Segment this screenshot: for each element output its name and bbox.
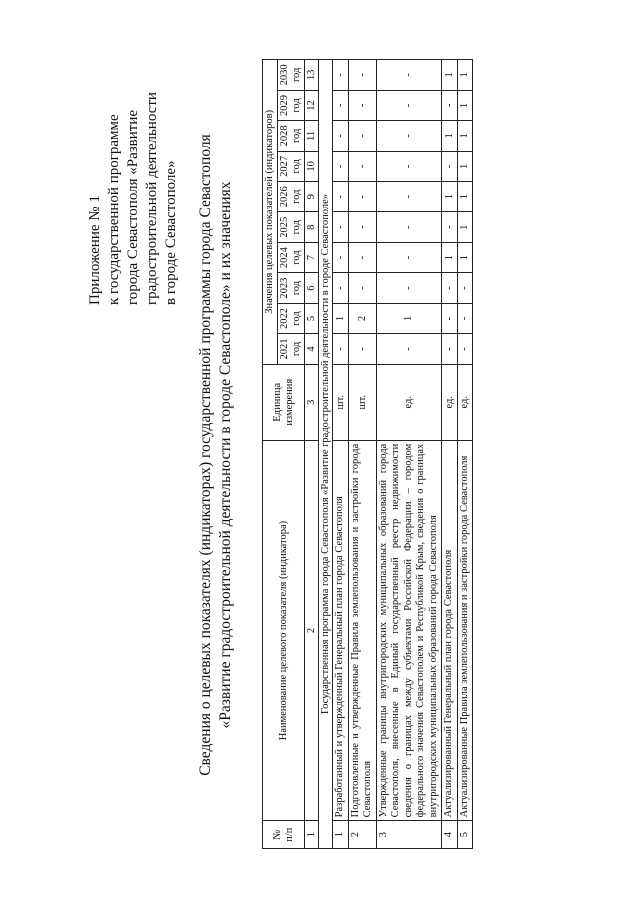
header-year: 2029 год	[278, 90, 305, 120]
section-row	[319, 60, 333, 849]
col-number: 5	[305, 303, 319, 333]
value-cell: -	[442, 334, 458, 364]
table-row	[457, 60, 473, 849]
value-cell: -	[442, 303, 458, 333]
column-numbers-row	[305, 60, 319, 849]
col-number: 8	[305, 212, 319, 242]
value-cell: 1	[457, 90, 473, 120]
appendix-line: в городе Севастополе»	[163, 160, 179, 305]
value-cell: -	[442, 90, 458, 120]
value-cell: -	[376, 242, 442, 272]
title-line-1: Сведения о целевых показателях (индикаторах) государственной программы города Севастополя	[197, 134, 214, 776]
value-cell: 1	[457, 60, 473, 91]
header-year: 2023 год	[278, 273, 305, 303]
value-cell: -	[442, 151, 458, 181]
header-year: 2028 год	[278, 121, 305, 151]
value-cell: 1	[457, 121, 473, 151]
document-title	[196, 115, 236, 795]
header-values-group: Значения целевых показателей (индикаторов)	[263, 60, 278, 365]
value-cell: -	[333, 121, 349, 151]
value-cell: -	[376, 273, 442, 303]
value-cell: 1	[333, 303, 349, 333]
appendix-line: Приложение № 1	[87, 195, 103, 305]
table-row	[348, 60, 376, 849]
value-cell: 1	[442, 182, 458, 212]
header-year: 2025 год	[278, 212, 305, 242]
value-cell: -	[333, 90, 349, 120]
header-unit: Единица измерения	[263, 364, 305, 440]
value-cell: -	[348, 212, 376, 242]
indicator-name: Актуализированные Правила землепользования и застройки города Севастополя	[457, 440, 473, 821]
col-number: 1	[305, 821, 319, 849]
indicator-unit: шт.	[333, 364, 349, 440]
indicator-unit: ед.	[442, 364, 458, 440]
value-cell: -	[457, 303, 473, 333]
col-number: 10	[305, 151, 319, 181]
value-cell: 1	[376, 303, 442, 333]
table-row	[376, 60, 442, 849]
value-cell: -	[457, 334, 473, 364]
value-cell: -	[348, 273, 376, 303]
appendix-line: города Севастополя «Развитие	[125, 109, 141, 305]
row-number: 2	[348, 821, 376, 849]
appendix-note	[86, 45, 181, 305]
indicator-unit: ед.	[457, 364, 473, 440]
appendix-line: градостроительной деятельности	[144, 92, 160, 305]
value-cell: -	[376, 60, 442, 91]
col-number: 9	[305, 182, 319, 212]
value-cell: -	[348, 242, 376, 272]
value-cell: -	[348, 121, 376, 151]
value-cell: -	[442, 212, 458, 242]
indicator-unit: ед.	[376, 364, 442, 440]
value-cell: -	[333, 334, 349, 364]
value-cell: -	[333, 273, 349, 303]
row-number: 3	[376, 821, 442, 849]
value-cell: -	[348, 60, 376, 91]
value-cell: -	[376, 90, 442, 120]
value-cell: -	[376, 212, 442, 242]
indicators-table	[262, 59, 473, 849]
col-number: 6	[305, 273, 319, 303]
value-cell: 1	[442, 121, 458, 151]
value-cell: -	[376, 334, 442, 364]
value-cell: -	[457, 273, 473, 303]
col-number: 12	[305, 90, 319, 120]
col-number: 7	[305, 242, 319, 272]
header-num: № п/п	[263, 821, 305, 849]
value-cell: 1	[457, 182, 473, 212]
value-cell: -	[442, 273, 458, 303]
value-cell: 1	[442, 60, 458, 91]
row-number: 1	[333, 821, 349, 849]
value-cell: -	[333, 242, 349, 272]
header-year: 2026 год	[278, 182, 305, 212]
header-year: 2022 год	[278, 303, 305, 333]
appendix-line: к государственной программе	[106, 114, 122, 305]
section-title: Государственная программа города Севастополя «Развитие градостроительной деятельности в городе Севастополе»	[319, 60, 333, 849]
value-cell: -	[376, 151, 442, 181]
value-cell: -	[333, 182, 349, 212]
value-cell: -	[333, 151, 349, 181]
value-cell: 1	[457, 212, 473, 242]
indicator-unit: шт.	[348, 364, 376, 440]
col-number: 2	[305, 440, 319, 821]
indicator-name: Подготовленные и утвержденные Правила землепользования и застройки города Севастополя	[348, 440, 376, 821]
header-year: 2021 год	[278, 334, 305, 364]
value-cell: -	[376, 121, 442, 151]
value-cell: -	[348, 182, 376, 212]
indicator-name: Утвержденные границы внутригородских муниципальных образований города Севастополя, внесенные в Единый государственный реестр недвижимости сведения о границах между субъектами Российской Федерации – городом федерального значения Севастополем и Республикой Крым, сведения о границах внутригородских муниципальных образований города Севастополя	[376, 440, 442, 821]
value-cell: -	[376, 182, 442, 212]
col-number: 3	[305, 364, 319, 440]
col-number: 4	[305, 334, 319, 364]
header-year: 2030 год	[278, 60, 305, 91]
title-line-2: «Развитие градостроительной деятельности в городе Севастополе» и их значениях	[217, 181, 234, 729]
row-number: 5	[457, 821, 473, 849]
header-year: 2024 год	[278, 242, 305, 272]
table-row	[333, 60, 349, 849]
value-cell: -	[348, 334, 376, 364]
value-cell: 1	[457, 151, 473, 181]
value-cell: 1	[457, 242, 473, 272]
indicator-name: Актуализированный Генеральный план города Севастополя	[442, 440, 458, 821]
header-name: Наименование целевого показателя (индикатора)	[263, 440, 305, 821]
table-row	[442, 60, 458, 849]
value-cell: -	[348, 90, 376, 120]
row-number: 4	[442, 821, 458, 849]
indicator-name: Разработанный и утвержденный Генеральный план города Севастополя	[333, 440, 349, 821]
header-year: 2027 год	[278, 151, 305, 181]
value-cell: 1	[442, 242, 458, 272]
value-cell: 2	[348, 303, 376, 333]
col-number: 13	[305, 60, 319, 91]
value-cell: -	[333, 212, 349, 242]
value-cell: -	[333, 60, 349, 91]
col-number: 11	[305, 121, 319, 151]
value-cell: -	[348, 151, 376, 181]
